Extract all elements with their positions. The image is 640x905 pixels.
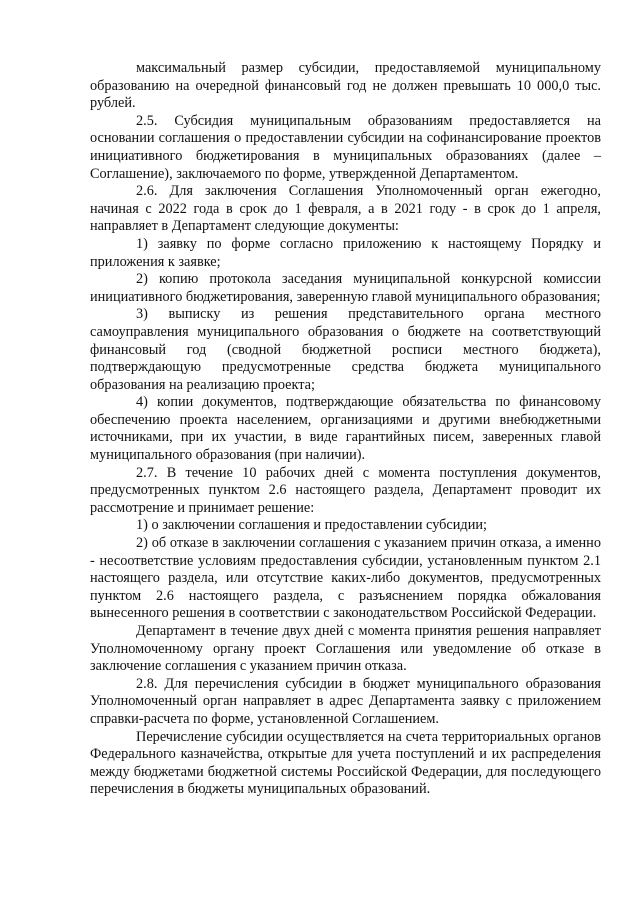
list-item-2-7-2: 2) об отказе в заключении соглашения с указанием причин отказа, а именно - несоответствие условиям предоставления субсидии, установленным пунктом 2.1 настоящего раздела, или отсутствие каких-либо документов, предусмотренных пунктом 2.6 настоящего раздела, с разъяснением порядка обжалования вынесенного решения в соответствии с законодательством Российской Федерации. <box>90 535 601 622</box>
document-page <box>90 60 601 799</box>
list-item-2-6-4: 4) копии документов, подтверждающие обязательства по финансовому обеспечению проекта населением, организациями и другими внебюджетными источниками, при их участии, в виде гарантийных писем, заверенных главой муниципального образования (при наличии). <box>90 394 601 464</box>
paragraph-transfer: Перечисление субсидии осуществляется на счета территориальных органов Федерального казначейства, открытые для учета поступлений и их распределения между бюджетами бюджетной системы Российской Федерации, для последующего перечисления в бюджеты муниципальных образований. <box>90 728 601 798</box>
paragraph-2-6: 2.6. Для заключения Соглашения Уполномоченный орган ежегодно, начиная с 2022 года в срок до 1 февраля, а в 2021 году - в срок до 1 апреля, направляет в Департамент следующие документы: <box>90 183 601 235</box>
paragraph-2-8: 2.8. Для перечисления субсидии в бюджет муниципального образования Уполномоченный орган направляет в адрес Департамента заявку с приложением справки-расчета по форме, установленной Соглашением. <box>90 675 601 727</box>
paragraph-2-5: 2.5. Субсидия муниципальным образованиям предоставляется на основании соглашения о предоставлении субсидии на софинансирование проектов инициативного бюджетирования в муниципальных образованиях (далее – Соглашение), заключаемого по форме, утвержденной Департаментом. <box>90 112 601 182</box>
list-item-2-7-1: 1) о заключении соглашения и предоставлении субсидии; <box>136 517 487 534</box>
paragraph-2-7: 2.7. В течение 10 рабочих дней с момента поступления документов, предусмотренных пунктом 2.6 настоящего раздела, Департамент проводит их рассмотрение и принимает решение: <box>90 464 601 516</box>
list-item-2-6-1: 1) заявку по форме согласно приложению к настоящему Порядку и приложения к заявке; <box>90 235 601 270</box>
paragraph-department-notice: Департамент в течение двух дней с момента принятия решения направляет Уполномоченному органу проект Соглашения или уведомление об отказе в заключение соглашения с указанием причин отказа. <box>90 623 601 675</box>
list-item-2-6-3: 3) выписку из решения представительного органа местного самоуправления муниципального образования о бюджете на соответствующий финансовый год (сводной бюджетной росписи местного бюджета), подтверждающую предусмотренные средства бюджета муниципального образования на реализацию проекта; <box>90 306 601 393</box>
list-item-2-6-2: 2) копию протокола заседания муниципальной конкурсной комиссии инициативного бюджетирования, заверенную главой муниципального образования; <box>90 271 601 305</box>
paragraph-subsidy-max: максимальный размер субсидии, предоставляемой муниципальному образованию на очередной финансовый год не должен превышать 10 000,0 тыс. рублей. <box>90 60 601 112</box>
